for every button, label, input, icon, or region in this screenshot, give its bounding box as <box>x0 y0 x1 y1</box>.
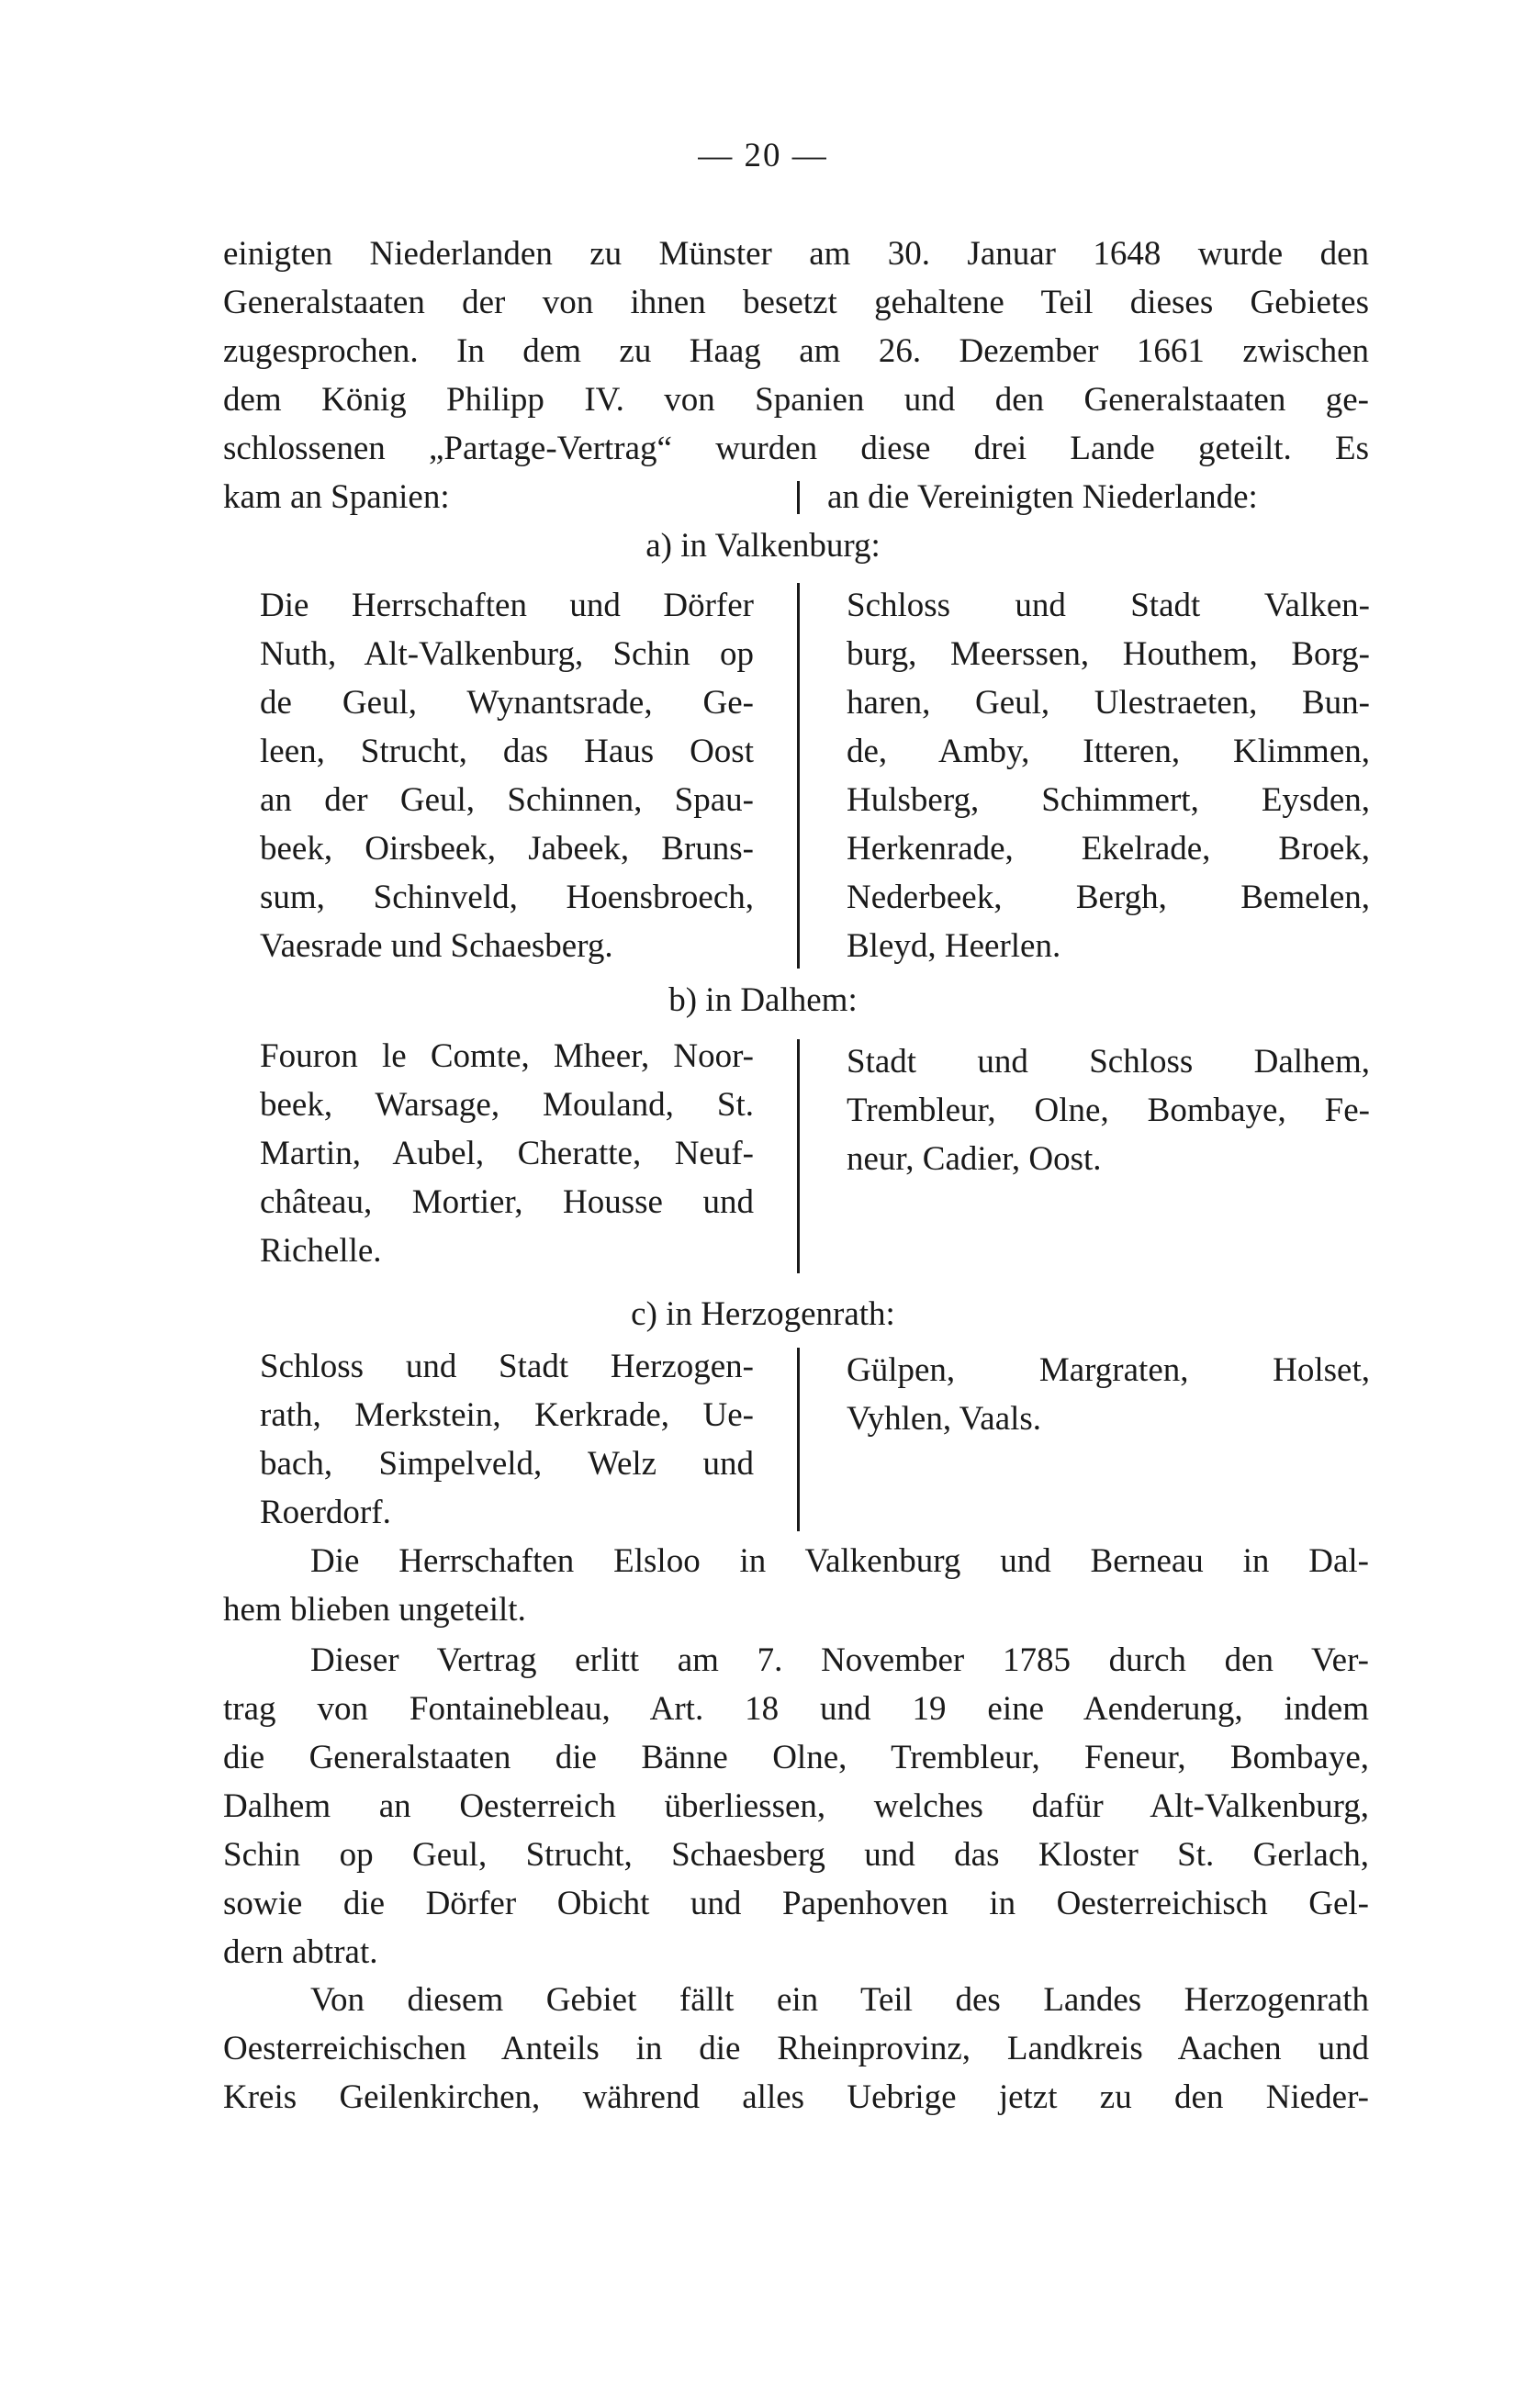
text-line: beek, Oirsbeek, Jabeek, Bruns- <box>260 830 754 868</box>
text-line: Trembleur, Olne, Bombaye, Fe- <box>847 1092 1370 1129</box>
text-line: Kreis Geilenkirchen, während alles Uebrige jetzt zu den Nieder- <box>223 2078 1369 2116</box>
text-line: sum, Schinveld, Hoensbroech, <box>260 879 754 916</box>
closing-paragraph-1 <box>223 1537 1369 1634</box>
text-line: die Generalstaaten die Bänne Olne, Trembleur, Feneur, Bombaye, <box>223 1739 1369 1776</box>
text-line: dern abtrat. <box>223 1933 378 1971</box>
text-line: an der Geul, Schinnen, Spau- <box>260 781 754 819</box>
text-line: Martin, Aubel, Cheratte, Neuf- <box>260 1135 754 1172</box>
text-line: Stadt und Schloss Dalhem, <box>847 1043 1370 1081</box>
page-number: — 20 — <box>698 137 828 174</box>
text-line: Fouron le Comte, Mheer, Noor- <box>260 1037 754 1075</box>
text-line: bach, Simpelveld, Welz und <box>260 1445 754 1483</box>
text-line: zugesprochen. In dem zu Haag am 26. Dezember 1661 zwischen <box>223 332 1369 370</box>
netherlands-column-herzogenrath <box>847 1346 1370 1443</box>
text-line: Schloss und Stadt Valken- <box>847 587 1370 624</box>
spain-column-herzogenrath <box>260 1342 754 1537</box>
text-line: Nederbeek, Bergh, Bemelen, <box>847 879 1370 916</box>
text-line: Von diesem Gebiet fällt ein Teil des Landes Herzogenrath <box>310 1981 1369 2019</box>
text-line: trag von Fontainebleau, Art. 18 und 19 eine Aenderung, indem <box>223 1690 1369 1728</box>
section-heading-herzogenrath: c) in Herzogenrath: <box>631 1295 895 1333</box>
closing-paragraph-2 <box>223 1636 1369 1977</box>
text-line: Herkenrade, Ekelrade, Broek, <box>847 830 1370 868</box>
text-line: Oesterreichischen Anteils in die Rheinprovinz, Landkreis Aachen und <box>223 2030 1369 2067</box>
text-line: Bleyd, Heerlen. <box>847 927 1061 965</box>
column-divider <box>797 1348 800 1531</box>
text-line: Schin op Geul, Strucht, Schaesberg und das Kloster St. Gerlach, <box>223 1836 1369 1874</box>
intro-paragraph <box>223 230 1369 473</box>
column-divider <box>797 1039 800 1273</box>
spain-column-valkenburg <box>260 581 754 970</box>
split-left-label: kam an Spanien: <box>223 478 450 516</box>
text-line: Vaesrade und Schaesberg. <box>260 927 613 965</box>
text-line: Dieser Vertrag erlitt am 7. November 1785 durch den Ver- <box>310 1641 1369 1679</box>
text-line: burg, Meerssen, Houthem, Borg- <box>847 635 1370 673</box>
spain-column-dalhem <box>260 1032 754 1275</box>
text-line: dem König Philipp IV. von Spanien und den Generalstaaten ge- <box>223 381 1369 419</box>
column-divider <box>797 481 800 514</box>
netherlands-column-dalhem <box>847 1037 1370 1183</box>
text-line: hem blieben ungeteilt. <box>223 1591 526 1629</box>
text-line: einigten Niederlanden zu Münster am 30. Januar 1648 wurde den <box>223 235 1369 273</box>
text-line: Roerdorf. <box>260 1494 391 1531</box>
text-line: Die Herrschaften und Dörfer <box>260 587 754 624</box>
text-line: neur, Cadier, Oost. <box>847 1140 1102 1178</box>
text-line: schlossenen „Partage-Vertrag“ wurden diese drei Lande geteilt. Es <box>223 430 1369 467</box>
section-heading-dalhem: b) in Dalhem: <box>668 981 858 1019</box>
text-line: Die Herrschaften Elsloo in Valkenburg und Berneau in Dal- <box>310 1542 1369 1580</box>
closing-paragraph-3 <box>223 1976 1369 2122</box>
text-line: leen, Strucht, das Haus Oost <box>260 733 754 770</box>
split-right-label: an die Vereinigten Niederlande: <box>827 478 1258 516</box>
text-line: Hulsberg, Schimmert, Eysden, <box>847 781 1370 819</box>
netherlands-column-valkenburg <box>847 581 1370 970</box>
text-line: Nuth, Alt-Valkenburg, Schin op <box>260 635 754 673</box>
column-divider <box>797 583 800 969</box>
text-line: de, Amby, Itteren, Klimmen, <box>847 733 1370 770</box>
text-line: beek, Warsage, Mouland, St. <box>260 1086 754 1124</box>
text-line: Vyhlen, Vaals. <box>847 1400 1042 1438</box>
text-line: Schloss und Stadt Herzogen- <box>260 1348 754 1385</box>
section-heading-valkenburg: a) in Valkenburg: <box>645 527 881 565</box>
text-line: château, Mortier, Housse und <box>260 1183 754 1221</box>
text-line: Generalstaaten der von ihnen besetzt gehaltene Teil dieses Gebietes <box>223 284 1369 321</box>
text-line: sowie die Dörfer Obicht und Papenhoven in Oesterreichisch Gel- <box>223 1885 1369 1922</box>
text-line: rath, Merkstein, Kerkrade, Ue- <box>260 1396 754 1434</box>
text-line: de Geul, Wynantsrade, Ge- <box>260 684 754 722</box>
text-line: Dalhem an Oesterreich überliessen, welches dafür Alt-Valkenburg, <box>223 1787 1369 1825</box>
text-line: Gülpen, Margraten, Holset, <box>847 1351 1370 1389</box>
text-line: Richelle. <box>260 1232 382 1270</box>
text-line: haren, Geul, Ulestraeten, Bun- <box>847 684 1370 722</box>
